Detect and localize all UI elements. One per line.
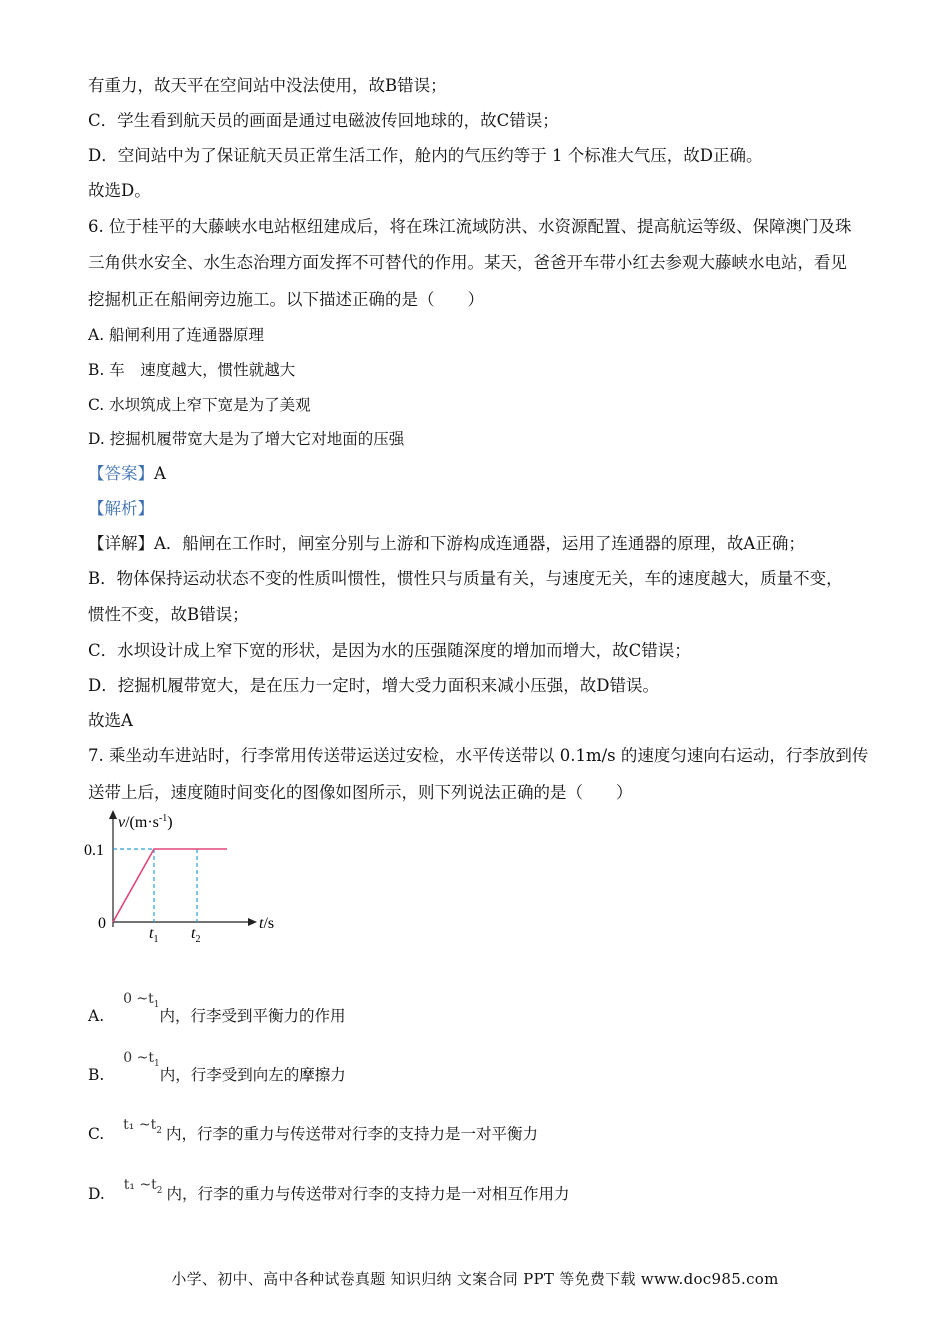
- text-line: 有重力，故天平在空间站中没法使用，故B错误；: [88, 76, 447, 95]
- detail-text: A．船闸在工作时，闸室分别与上游和下游构成连通器，运用了连通器的原理，故A正确；: [154, 534, 805, 553]
- question-6-line: 挖掘机正在船闸旁边施工。以下描述正确的是（ ）: [88, 290, 484, 309]
- text-line: D．空间站中为了保证航天员正常生活工作，舱内的气压约等于 1 个标准大气压，故D正确。: [88, 146, 763, 165]
- option-range: t₁ $\sim t_2$: [123, 1117, 162, 1136]
- y-tick-label: 0.1: [84, 842, 104, 859]
- detail-tag: 【详解】: [88, 534, 154, 553]
- analysis-tag: 【解析】: [88, 499, 154, 518]
- answer-value: A: [154, 464, 166, 483]
- t1-label: $t_1$: [149, 925, 159, 945]
- detail-line: 故选A: [88, 711, 133, 730]
- detail-line: C．水坝设计成上窄下宽的形状，是因为水的压强随深度的增加而增大，故C错误；: [88, 641, 691, 660]
- option-range: t₁ $\sim t_2$: [123, 1177, 163, 1196]
- option-letter: C.: [88, 1125, 105, 1143]
- detail-line: 惯性不变，故B错误；: [88, 605, 249, 624]
- option-letter: B.: [88, 1066, 105, 1084]
- detail-line: D．挖掘机履带宽大，是在压力一定时，增大受力面积来减小压强，故D错误。: [88, 676, 659, 695]
- option-range: 0 $\sim t_1$: [123, 1050, 160, 1069]
- option-a: A. 船闸利用了连通器原理: [88, 326, 265, 344]
- text-line: 故选D。: [88, 181, 151, 200]
- detail-line: [88, 534, 805, 554]
- question-7-line: 送带上后，速度随时间变化的图像如图所示，则下列说法正确的是（ ）: [88, 783, 633, 802]
- x-axis-arrow-icon: [248, 918, 257, 926]
- q7-option-d: [88, 1177, 570, 1211]
- y-axis-label: $v/(m\cdot s^{-1})$: [118, 813, 173, 831]
- x-axis-label: t/s: [259, 915, 275, 932]
- option-letter: A.: [88, 1007, 105, 1025]
- option-d: D. 挖掘机履带宽大是为了增大它对地面的压强: [88, 430, 405, 448]
- question-7-line: 7. 乘坐动车进站时，行李常用传送带运送过安检，水平传送带以 0.1m/s 的速度匀速向右运动，行李放到传: [88, 746, 869, 765]
- answer-tag: 【答案】: [88, 464, 154, 483]
- q7-option-b: [88, 1050, 346, 1092]
- option-text: 内，行李受到向左的摩擦力: [159, 1066, 346, 1084]
- q7-option-a: [88, 991, 346, 1033]
- vt-graph: [80, 805, 310, 945]
- option-c: C. 水坝筑成上窄下宽是为了美观: [88, 396, 311, 414]
- footer-text: 小学、初中、高中各种试卷真题 知识归纳 文案合同 PPT 等免费下载 www.doc985.com: [171, 1270, 779, 1288]
- origin-label: 0: [98, 915, 106, 932]
- velocity-line: [113, 849, 227, 922]
- analysis-line: [88, 499, 154, 519]
- question-6-line: 三角供水安全、水生态治理方面发挥不可替代的作用。某天，爸爸开车带小红去参观大藤峡水电站，看见: [88, 253, 847, 272]
- answer-line: [88, 464, 166, 484]
- detail-line: B．物体保持运动状态不变的性质叫惯性，惯性只与质量有关，与速度无关，车的速度越大，质量不变，: [88, 569, 843, 588]
- option-text: 内，行李的重力与传送带对行李的支持力是一对平衡力: [165, 1125, 538, 1143]
- y-axis-arrow-icon: [109, 810, 117, 819]
- text-line: C．学生看到航天员的画面是通过电磁波传回地球的，故C错误；: [88, 111, 559, 130]
- q7-option-c: [88, 1117, 538, 1151]
- option-letter: D.: [88, 1185, 105, 1203]
- option-text: 内，行李受到平衡力的作用: [159, 1007, 346, 1025]
- option-text: 内，行李的重力与传送带对行李的支持力是一对相互作用力: [166, 1185, 570, 1203]
- question-6-line: 6. 位于桂平的大藤峡水电站枢纽建成后，将在珠江流域防洪、水资源配置、提高航运等级、保障澳门及珠: [88, 217, 852, 236]
- option-b: B. 车 速度越大，惯性就越大: [88, 361, 296, 379]
- option-range: 0 $\sim t_1$: [123, 991, 160, 1010]
- t2-label: $t_2$: [191, 925, 201, 945]
